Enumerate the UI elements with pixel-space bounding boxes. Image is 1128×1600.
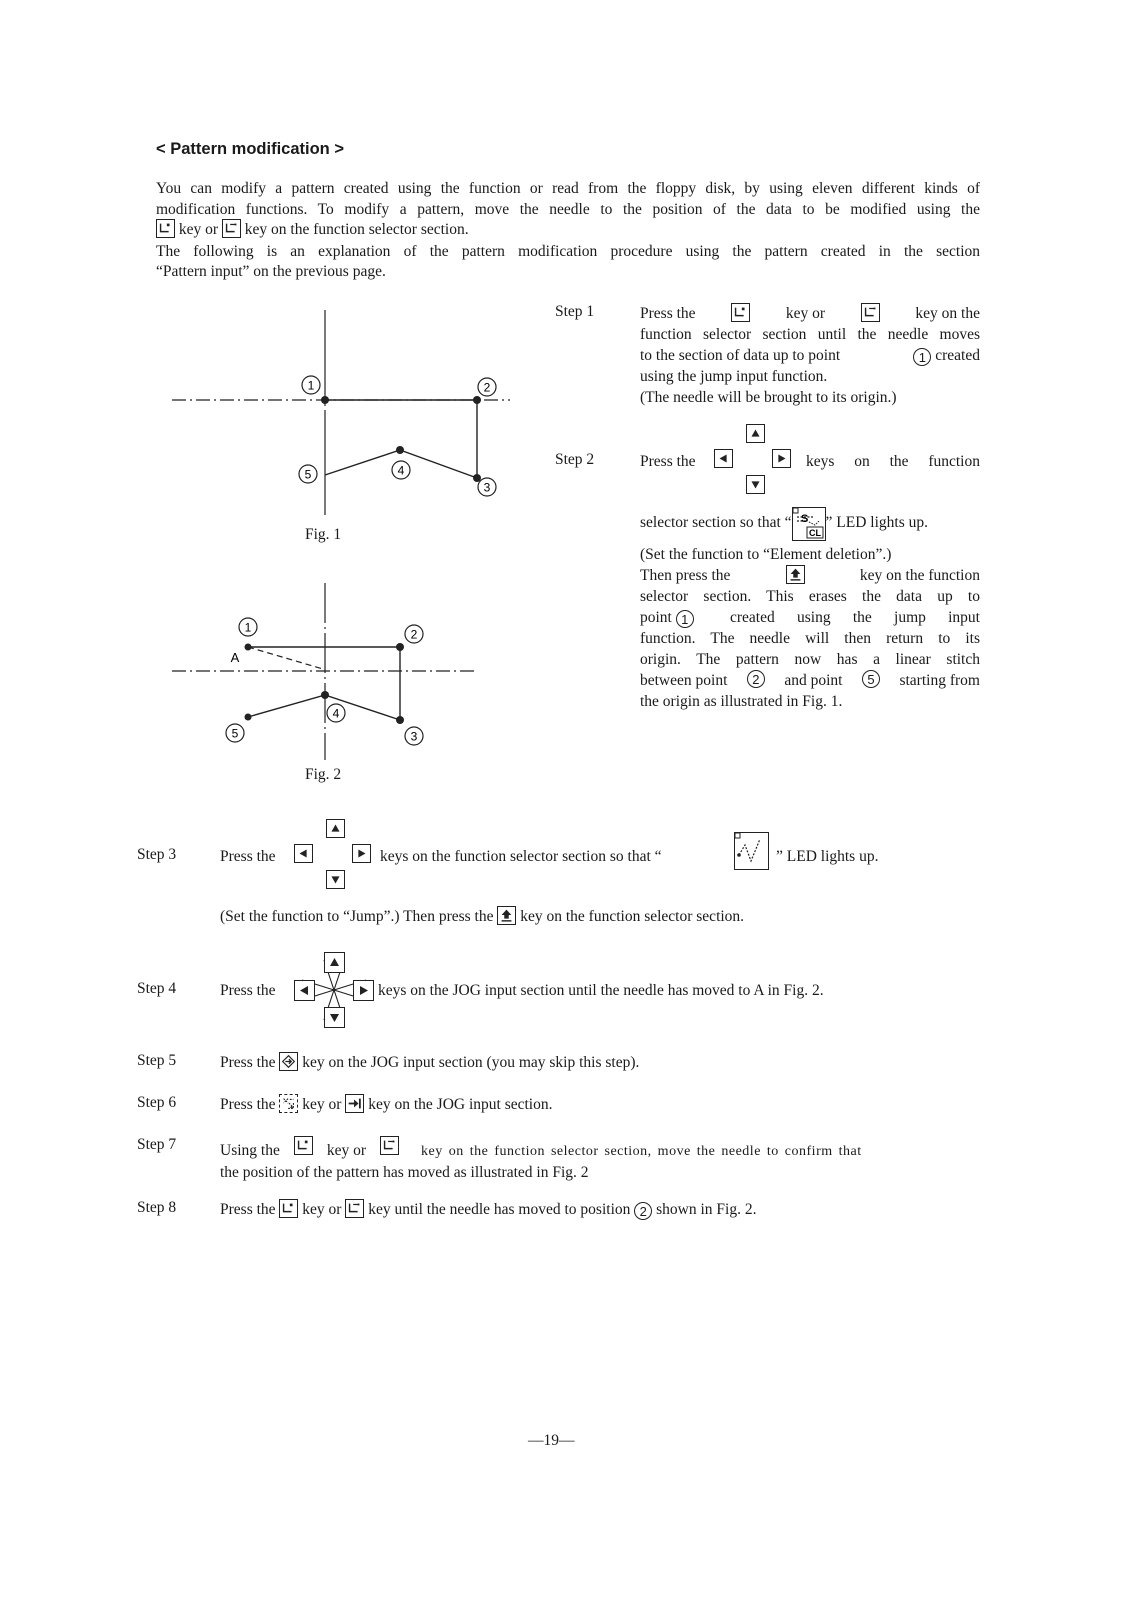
arrow-down-key-icon (746, 475, 765, 494)
heading-text: Pattern modification (170, 140, 330, 158)
fig2-point-a: A (230, 650, 240, 665)
fig1-point-2: 2 (483, 380, 491, 395)
jog-up-key-icon (324, 952, 345, 973)
step-7-text (220, 1136, 988, 1183)
step-6-label: Step 6 (137, 1094, 177, 1111)
intro-line-3 (156, 219, 980, 240)
step-text: key on the function selector section, move the needle to confirm that (421, 1144, 862, 1159)
step-text: function selector section until the needle moves (640, 326, 980, 343)
jump-end-key-icon (345, 1094, 364, 1113)
step-text: keys on the function (806, 453, 980, 470)
arrow-right-key-icon (352, 844, 371, 863)
step-forward-key-icon (380, 1136, 399, 1155)
jog-right-key-icon (353, 980, 374, 1001)
step-back-key-icon (731, 303, 750, 322)
intro-line-4: The following is an explanation of the pattern modification procedure using the pattern created in the section (156, 243, 980, 260)
point-marker-1: 1 (676, 610, 694, 628)
fig1-point-3: 3 (483, 480, 491, 495)
step-3-line-1 (220, 846, 980, 870)
step-back-key-icon (294, 1136, 313, 1155)
step-text: key on the function (859, 567, 980, 584)
step-text: the position of the pattern has moved as illustrated in Fig. 2 (220, 1164, 589, 1181)
step-text: key or (302, 1201, 342, 1218)
step-text: Press the (220, 1054, 276, 1071)
point-marker-1: 1 (913, 348, 931, 366)
step-text: to the section of data up to point (640, 347, 841, 364)
fig1-point-4: 4 (397, 463, 405, 478)
step-forward-key-icon (345, 1199, 364, 1218)
arrow-up-key-icon (746, 424, 765, 443)
step-back-key-icon (279, 1199, 298, 1218)
step-2-body (640, 544, 980, 712)
step-text: Press the (220, 1201, 276, 1218)
step-forward-key-icon (861, 303, 880, 322)
step-3-line-2 (220, 906, 744, 927)
fig2-point-2: 2 (410, 627, 418, 642)
fig1-point-1: 1 (307, 378, 315, 393)
function-dpad (714, 424, 798, 494)
step-text: created (935, 347, 980, 364)
fig2-point-5: 5 (231, 726, 239, 741)
point-marker-2: 2 (634, 1202, 652, 1220)
step-text: using the jump input function. (640, 368, 828, 385)
step-text: between point (640, 672, 728, 689)
step-3-label: Step 3 (137, 846, 177, 863)
step-1-text (640, 303, 980, 408)
step-2-line-1 (640, 451, 980, 475)
page-number: —19— (528, 1432, 575, 1449)
move-key-icon (279, 1094, 298, 1113)
step-4-label: Step 4 (137, 980, 177, 997)
step-text: function. The needle will then return to its (640, 630, 980, 647)
point-marker-2: 2 (747, 670, 765, 688)
figure-2 (160, 575, 500, 775)
fig2-point-4: 4 (332, 706, 340, 721)
step-text: Press the (640, 453, 696, 470)
step-text: shown in Fig. 2. (656, 1201, 757, 1218)
step-text: (Set the function to “Element deletion”.) (640, 546, 892, 563)
step-text: Press the (220, 848, 276, 865)
step-text: key on the JOG input section. (368, 1096, 553, 1113)
arrow-up-key-icon (326, 819, 345, 838)
step-text: (The needle will be brought to its origin.) (640, 389, 897, 406)
step-text: (Set the function to “Jump”.) Then press the (220, 908, 494, 925)
figure-1 (160, 300, 540, 540)
step-2-label: Step 2 (555, 451, 595, 468)
figure-1-caption: Fig. 1 (305, 526, 342, 543)
intro-text: key on the function selector section. (244, 221, 469, 238)
step-1-label: Step 1 (555, 303, 595, 320)
intro-line-5: “Pattern input” on the previous page. (156, 263, 386, 280)
intro-line-1: You can modify a pattern created using the function or read from the floppy disk, by using eleven different kinds of (156, 180, 980, 197)
step-2-line-2 (640, 507, 980, 541)
step-text: the origin as illustrated in Fig. 1. (640, 693, 843, 710)
step-text: key on the JOG input section (you may skip this step). (302, 1054, 640, 1071)
arrow-left-key-icon (714, 449, 733, 468)
fig2-point-3: 3 (410, 729, 418, 744)
step-text: keys on the function selector section so that “ (380, 848, 662, 865)
heading-bracket-close: > (334, 140, 344, 158)
section-heading (156, 140, 344, 159)
step-text: key or (326, 1142, 367, 1159)
element-deletion-led-icon (792, 507, 826, 541)
step-text: created using the jump input (730, 609, 980, 626)
svg-text:S: S (800, 513, 808, 525)
step-5-label: Step 5 (137, 1052, 177, 1069)
step-text: and point (784, 672, 843, 689)
step-text: key or (302, 1096, 342, 1113)
step-text: Press the (220, 1096, 276, 1113)
jog-left-key-icon (294, 980, 315, 1001)
step-text: selector section. This erases the data up to (640, 588, 980, 605)
step-text: Press the (640, 305, 696, 322)
step-4-line (220, 980, 980, 1004)
fig1-point-5: 5 (304, 467, 312, 482)
step-text: Using the (220, 1142, 280, 1159)
step-text: key on the (915, 305, 980, 322)
step-7-label: Step 7 (137, 1136, 177, 1153)
step-6-text (220, 1094, 552, 1115)
led-label: CL (808, 528, 821, 538)
step-text: point (640, 609, 672, 626)
step-8-label: Step 8 (137, 1199, 177, 1216)
fig2-point-1: 1 (244, 620, 252, 635)
step-text: key until the needle has moved to position (368, 1201, 631, 1218)
point-marker-5: 5 (862, 670, 880, 688)
step-8-text (220, 1199, 756, 1220)
intro-line-2: modification functions. To modify a pattern, move the needle to the position of the data to be modified using the (156, 201, 980, 218)
step-text: Press the (220, 982, 276, 999)
step-text: key on the function selector section. (520, 908, 745, 925)
step-forward-key-icon (222, 219, 241, 238)
step-5-text (220, 1052, 639, 1073)
step-text: ” LED lights up. (825, 514, 928, 531)
jump-led-icon (734, 832, 769, 870)
function-dpad (294, 819, 378, 889)
arrow-down-key-icon (326, 870, 345, 889)
execute-key-icon (786, 565, 805, 584)
heading-bracket-open: < (156, 140, 166, 158)
arrow-right-key-icon (772, 449, 791, 468)
step-text: origin. The pattern now has a linear stitch (640, 651, 980, 668)
step-text: selector section so that “ (640, 514, 792, 531)
arrow-left-key-icon (294, 844, 313, 863)
jog-dpad (294, 952, 374, 1028)
origin-key-icon (279, 1052, 298, 1071)
step-text: Then press the (640, 567, 731, 584)
execute-key-icon (497, 906, 516, 925)
step-text: key or (785, 305, 826, 322)
step-text: starting from (899, 672, 980, 689)
jog-down-key-icon (324, 1007, 345, 1028)
figure-2-caption: Fig. 2 (305, 766, 342, 783)
intro-text: key or (178, 221, 219, 238)
step-text: ” LED lights up. (776, 848, 879, 865)
step-back-key-icon (156, 219, 175, 238)
step-text: keys on the JOG input section until the needle has moved to A in Fig. 2. (378, 982, 824, 999)
